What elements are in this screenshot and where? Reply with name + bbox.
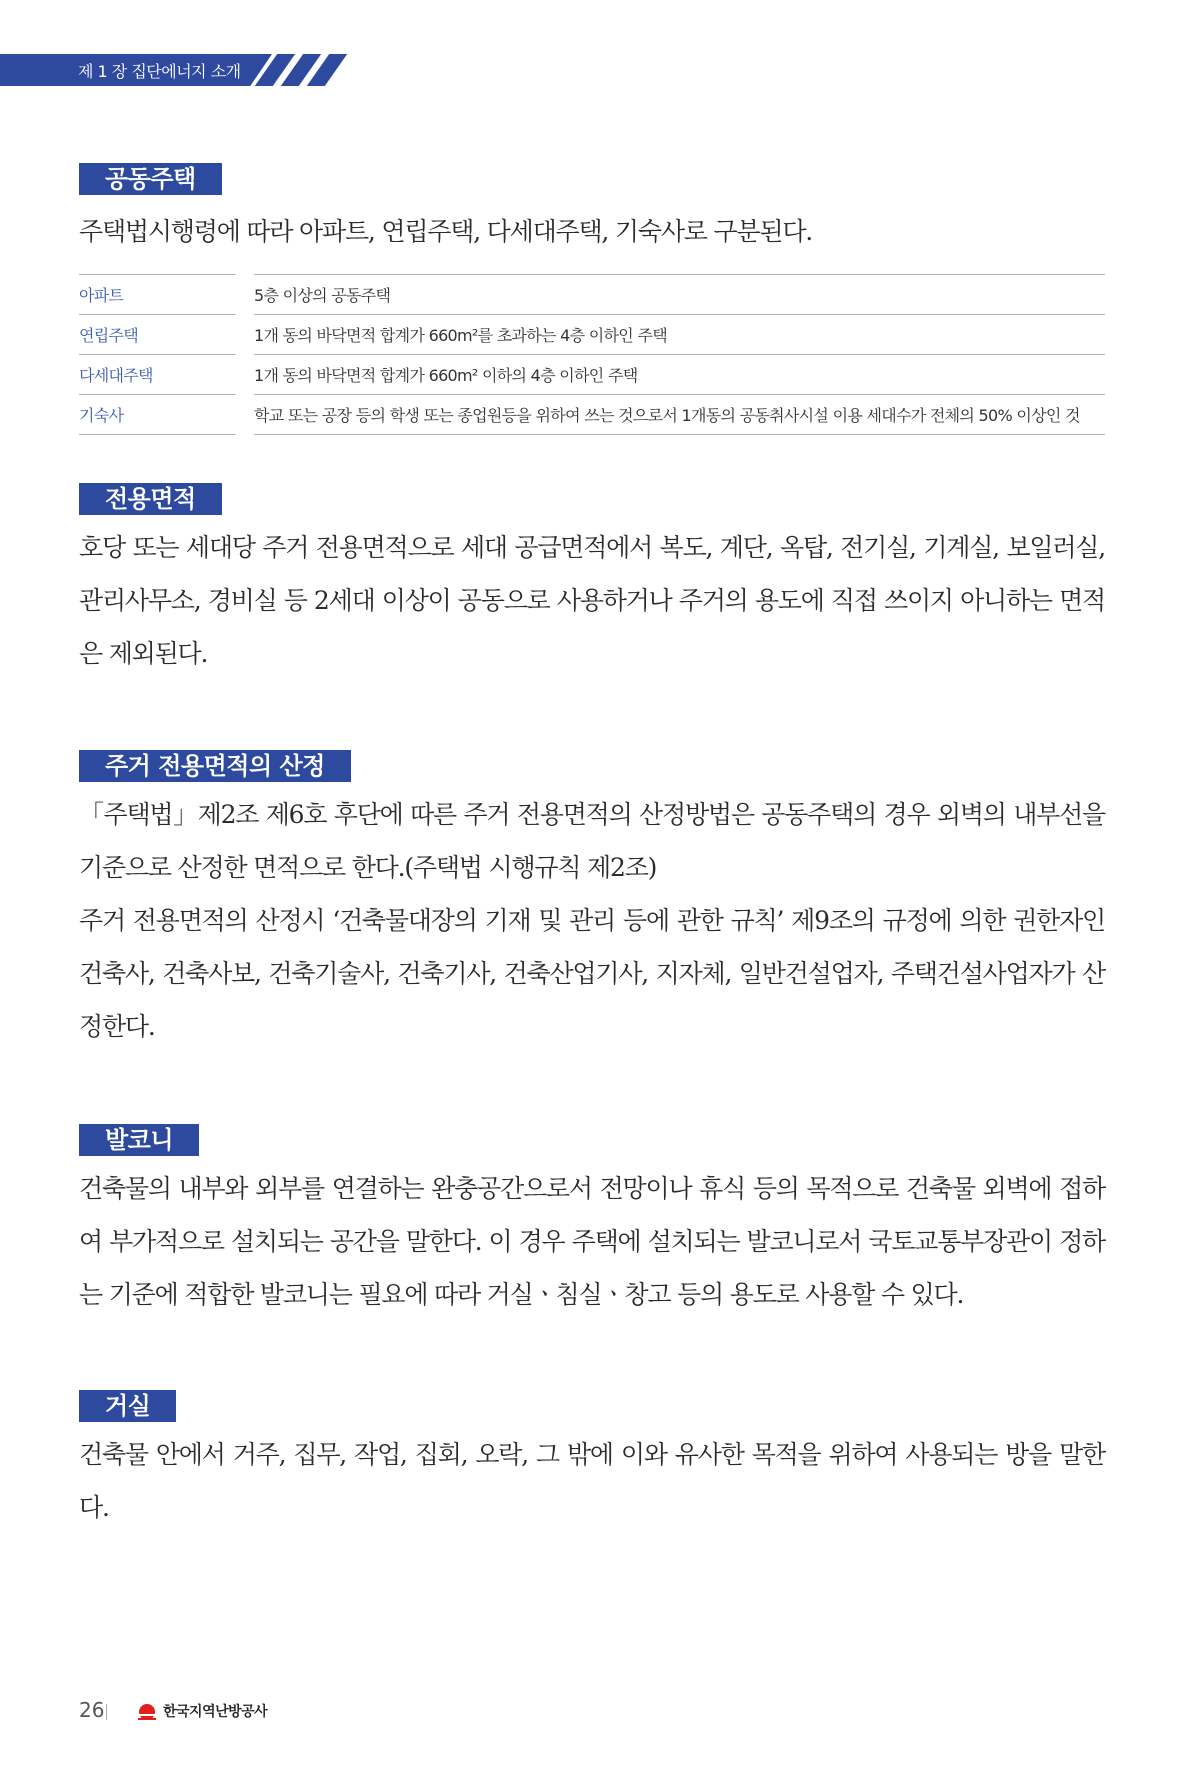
- section-balcony: [79, 1124, 1105, 1321]
- section-body: 호당 또는 세대당 주거 전용면적으로 세대 공급면적에서 복도, 계단, 옥탑, 전기실, 기계실, 보일러실, 관리사무소, 경비실 등 2세대 이상이 공동으로 사용하거나 주거의 용도에 직접 쓰이지 아니하는 면적은 제외된다.: [79, 533, 1105, 668]
- section-body: 건축물의 내부와 외부를 연결하는 완충공간으로서 전망이나 휴식 등의 목적으로 건축물 외벽에 접하여 부가적으로 설치되는 공간을 말한다. 이 경우 주택에 설치되는 발코니로서 국토교통부장관이 정하는 기준에 적합한 발코니는 필요에 따라 거실ㆍ침실ㆍ창고 등의 용도로 사용할 수 있다.: [79, 1174, 1105, 1309]
- section-area-calculation: [79, 750, 1105, 1053]
- row-term: 기숙사: [79, 395, 236, 435]
- row-desc: 5층 이상의 공동주택: [254, 275, 1105, 315]
- chapter-title: 제 1 장 집단에너지 소개: [78, 62, 241, 81]
- section-heading: 발코니: [79, 1124, 199, 1156]
- footer-divider: [106, 1704, 107, 1720]
- section-intro: 주택법시행령에 따라 아파트, 연립주택, 다세대주택, 기숙사로 구분된다.: [79, 217, 813, 246]
- table-row: [79, 355, 1105, 395]
- row-term: 다세대주택: [79, 355, 236, 395]
- org-name: 한국지역난방공사: [163, 1704, 268, 1720]
- table-row: [79, 315, 1105, 355]
- section-heading: 거실: [79, 1390, 176, 1422]
- section-apartment: [79, 163, 1105, 435]
- section-exclusive-area: [79, 483, 1105, 680]
- definition-table: [79, 274, 1105, 435]
- row-term: 아파트: [79, 275, 236, 315]
- section-body: 주거 전용면적의 산정시 ‘건축물대장의 기재 및 관리 등에 관한 규칙’ 제9조의 규정에 의한 권한자인 건축사, 건축사보, 건축기술사, 건축기사, 건축산업기사, 지자체, 일반건설업자, 주택건설사업자가 산정한다.: [79, 906, 1105, 1041]
- section-heading: 주거 전용면적의 산정: [79, 750, 351, 782]
- section-body: 「주택법」제2조 제6호 후단에 따른 주거 전용면적의 산정방법은 공동주택의 경우 외벽의 내부선을 기준으로 산정한 면적으로 한다.(주택법 시행규칙 제2조): [79, 800, 1105, 882]
- row-term: 연립주택: [79, 315, 236, 355]
- section-heading: 전용면적: [79, 483, 222, 515]
- page-number: 26: [79, 1698, 105, 1722]
- row-desc: 학교 또는 공장 등의 학생 또는 종업원등을 위하여 쓰는 것으로서 1개동의 공동취사시설 이용 세대수가 전체의 50% 이상인 것: [254, 395, 1105, 435]
- table-row: [79, 275, 1105, 315]
- section-heading: 공동주택: [79, 163, 222, 195]
- section-body: 건축물 안에서 거주, 집무, 작업, 집회, 오락, 그 밖에 이와 유사한 목적을 위하여 사용되는 방을 말한다.: [79, 1440, 1105, 1522]
- org-logo-icon: [135, 1701, 159, 1725]
- table-row: [79, 395, 1105, 435]
- row-desc: 1개 동의 바닥면적 합계가 660m² 이하의 4층 이하인 주택: [254, 355, 1105, 395]
- row-desc: 1개 동의 바닥면적 합계가 660m²를 초과하는 4층 이하인 주택: [254, 315, 1105, 355]
- section-living-room: [79, 1390, 1105, 1534]
